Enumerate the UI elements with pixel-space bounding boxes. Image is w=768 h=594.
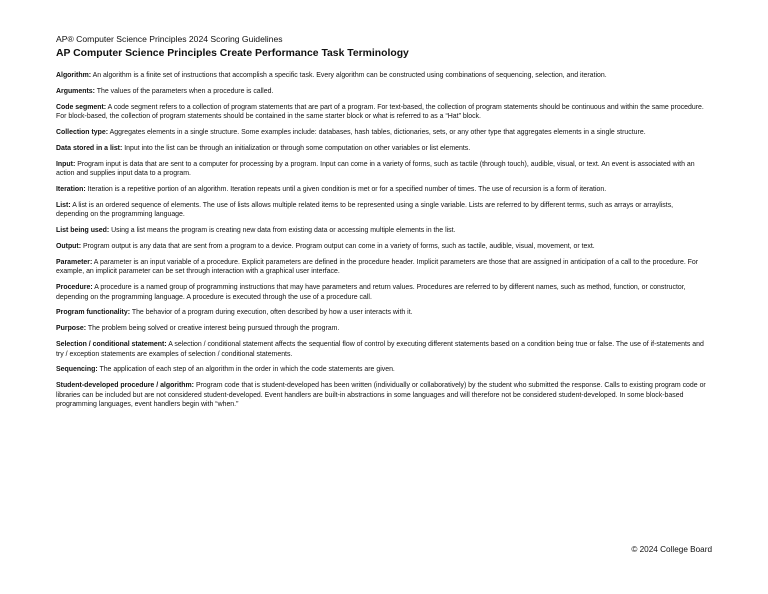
term-definition: The problem being solved or creative interest being pursued through the program. [87,325,340,333]
term-entry [56,283,712,302]
term-entry [56,185,712,194]
term-definition: A procedure is a named group of programming instructions that may have parameters and return values. Procedures are referred to by different names, such as method, function, or constructor, depending on the programming language. A procedure is executed through the use of a procedure call. [56,284,686,301]
copyright-footer: © 2024 College Board [631,545,712,554]
term-definition: The values of the parameters when a procedure is called. [96,87,274,95]
term-label: Algorithm: [56,72,92,79]
term-entry [56,258,712,277]
term-definition: Input into the list can be through an initialization or through some computation on other variables or list elements. [124,144,471,152]
term-entry [56,128,712,137]
term-definition: Aggregates elements in a single structure. Some examples include: databases, hash tables, dictionaries, sets, or any other type that aggregates elements in a single structure. [109,128,646,136]
term-entry [56,160,712,179]
term-entry [56,201,712,220]
term-definition: Program input is data that are sent to a computer for processing by a program. Input can come in a variety of forms, such as tactile (through touch), audible, visual, or text. An event is associated with an action and supplies input data to a program. [56,160,695,178]
term-label: Iteration: [56,185,86,193]
term-entry [56,226,712,235]
term-label: List: [56,201,71,209]
term-definition: A selection / conditional statement affects the sequential flow of control by executing different statements based on a condition being true or false. The use of if-statements and try / exception statements are examples of selection / conditional statements. [56,341,704,358]
term-label: Code segment: [56,103,107,111]
term-label: Input: [56,160,76,168]
term-label: Program functionality: [56,309,131,317]
term-definition: Program output is any data that are sent from a program to a device. Program output can come in a variety of forms, such as tactile, audible, visual, movement, or text. [82,242,595,250]
term-entry [56,340,712,359]
term-label: Sequencing: [56,366,98,374]
term-label: Collection type: [56,128,109,136]
term-label: Parameter: [56,258,93,266]
term-label: Purpose: [56,325,87,333]
term-entry [56,242,712,251]
term-definition: Using a list means the program is creating new data from existing data or accessing multiple elements in the list. [111,227,456,235]
term-entry [56,71,712,80]
term-definition: A list is an ordered sequence of elements. The use of lists allows multiple related items to be represented using a single variable. Lists are referred to by different terms, such as arrays or arraylists, depending on the programming language. [56,201,674,219]
term-entry [56,87,712,96]
terminology-list [56,71,712,410]
term-label: Output: [56,242,82,250]
term-label: Arguments: [56,87,95,95]
term-entry [56,324,712,333]
term-entry [56,365,712,374]
term-label: List being used: [56,227,110,235]
term-label: Procedure: [56,284,93,292]
term-label: Data stored in a list: [56,144,123,152]
term-definition: A parameter is an input variable of a procedure. Explicit parameters are defined in the procedure header. Implicit parameters are those that are assigned in anticipation of a call to the procedure. For example, an implicit parameter can be set through interaction with a graphical user interface. [56,258,699,276]
term-definition: A code segment refers to a collection of program statements that are part of a program. For text-based, the collection of program statements should be continuous and within the same procedure. For block-based, the collection of program statements should be contained in the same starter block or what is referred to as a “Hat” block. [56,103,704,121]
term-definition: The application of each step of an algorithm in the order in which the code statements are given. [99,366,395,374]
term-entry [56,381,712,409]
term-definition: An algorithm is a finite set of instructions that accomplish a specific task. Every algorithm can be constructed using combinations of sequencing, selection, and iteration. [92,72,607,79]
document-header: AP® Computer Science Principles 2024 Scoring Guidelines [56,34,283,44]
page-title: AP Computer Science Principles Create Performance Task Terminology [56,48,409,59]
term-entry [56,103,712,122]
term-label: Student-developed procedure / algorithm: [56,382,194,390]
term-label: Selection / conditional statement: [56,341,167,349]
term-definition: Iteration is a repetitive portion of an algorithm. Iteration repeats until a given condition is met or for a specified number of times. The use of recursion is a form of iteration. [87,185,607,193]
term-entry [56,308,712,317]
term-definition: Program code that is student-developed has been written (individually or collaboratively) by the student who submitted the response. Calls to existing program code or libraries can be included but are not considered student-developed. Event handlers are built-in abstractions in some languages and will therefore not be considered student-developed. In some block-based programming languages, event handlers begin with “when.” [56,382,706,409]
term-definition: The behavior of a program during execution, often described by how a user interacts with it. [131,309,413,317]
term-entry [56,144,712,153]
